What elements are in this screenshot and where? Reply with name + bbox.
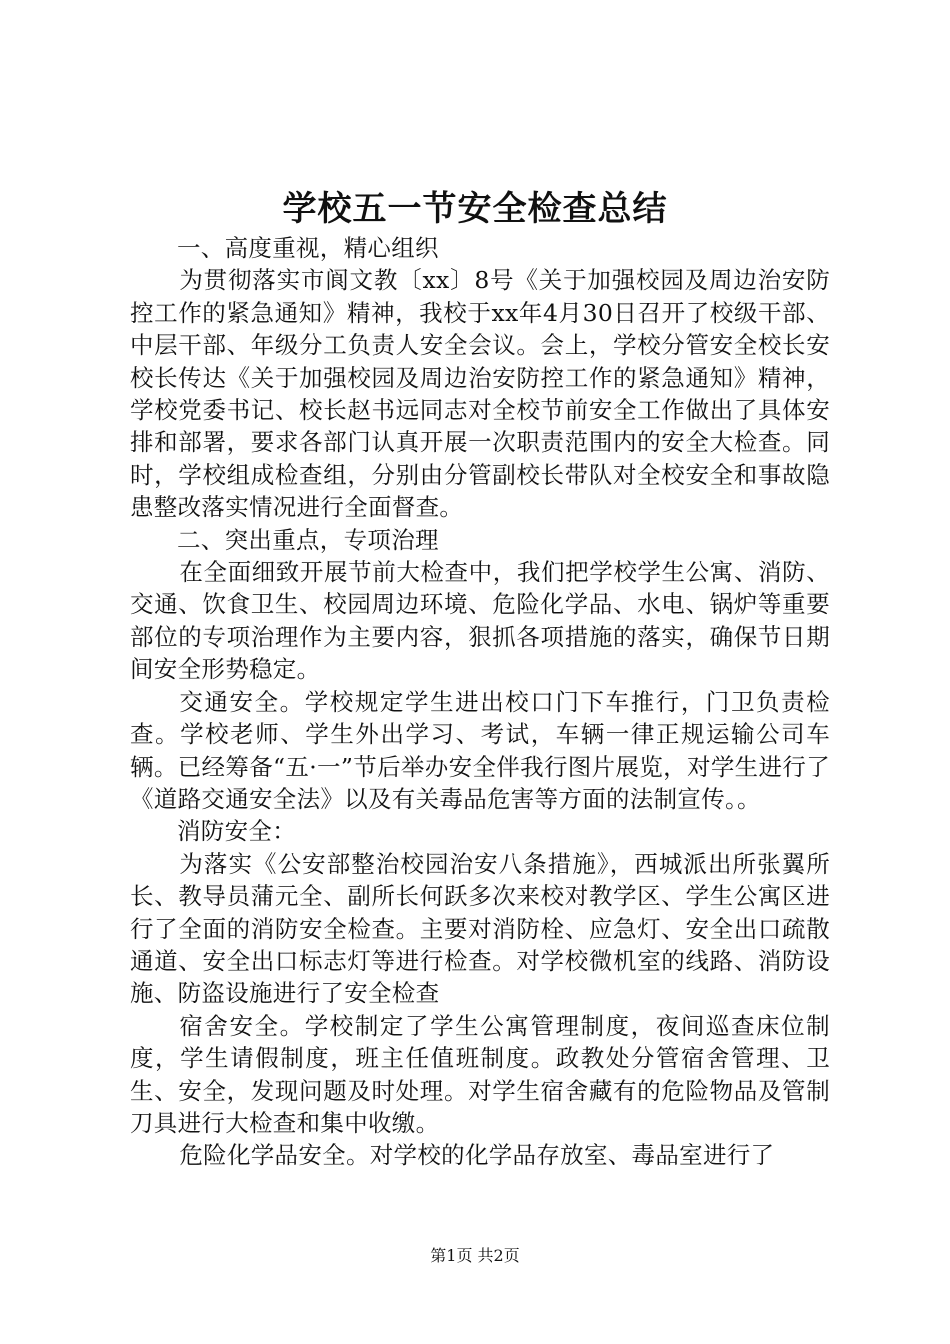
paragraph-meeting: 为贯彻落实市阆文教〔xx〕8号《关于加强校园及周边治安防控工作的紧急通知》精神，我校于xx年4月30日召开了校级干部、中层干部、年级分工负责人安全会议。会上，学校分管安全校长安校长传达《关于加强校园及周边治安防控工作的紧急通知》精神，学校党委书记、校长赵书远同志对全校节前安全工作做出了具体安排和部署，要求各部门认真开展一次职责范围内的安全大检查。同时，学校组成检查组，分别由分管副校长带队对全校安全和事故隐患整改落实情况进行全面督查。 xyxy=(130,266,830,522)
paragraph-fire-safety-heading: 消防安全： xyxy=(177,817,296,846)
paragraph-inspection: 在全面细致开展节前大检查中，我们把学校学生公寓、消防、交通、饮食卫生、校园周边环境、危险化学品、水电、锅炉等重要部位的专项治理作为主要内容，狠抓各项措施的落实，确保节日期间安全形势稳定。 xyxy=(130,558,830,684)
section-heading-2: 二、突出重点，专项治理 xyxy=(177,525,439,554)
document-title: 学校五一节安全检查总结 xyxy=(282,189,668,229)
paragraph-dormitory-safety: 宿舍安全。学校制定了学生公寓管理制度，夜间巡查床位制度，学生请假制度，班主任值班制度。政教处分管宿舍管理、卫生、安全，发现问题及时处理。对学生宿舍藏有的危险物品及管制刀具进行大检查和集中收缴。 xyxy=(130,1011,830,1137)
paragraph-chemical-safety: 危险化学品安全。对学校的化学品存放室、毒品室进行了 xyxy=(179,1141,775,1170)
page-number-footer: 第1页 共2页 xyxy=(430,1246,520,1265)
section-heading-1: 一、高度重视，精心组织 xyxy=(177,234,439,262)
paragraph-traffic-safety: 交通安全。学校规定学生进出校口门下车推行，门卫负责检查。学校老师、学生外出学习、考试，车辆一律正规运输公司车辆。已经筹备“五·一”节后举办安全伴我行图片展览，对学生进行了《道路交通安全法》以及有关毒品危害等方面的法制宣传。。 xyxy=(130,687,830,813)
document-body xyxy=(130,232,830,1172)
paragraph-fire-safety: 为落实《公安部整治校园治安八条措施》，西城派出所张翼所长、教导员蒲元全、副所长何跃多次来校对教学区、学生公寓区进行了全面的消防安全检查。主要对消防栓、应急灯、安全出口疏散通道、安全出口标志灯等进行检查。对学校微机室的线路、消防设施、防盗设施进行了安全检查 xyxy=(130,849,830,1008)
